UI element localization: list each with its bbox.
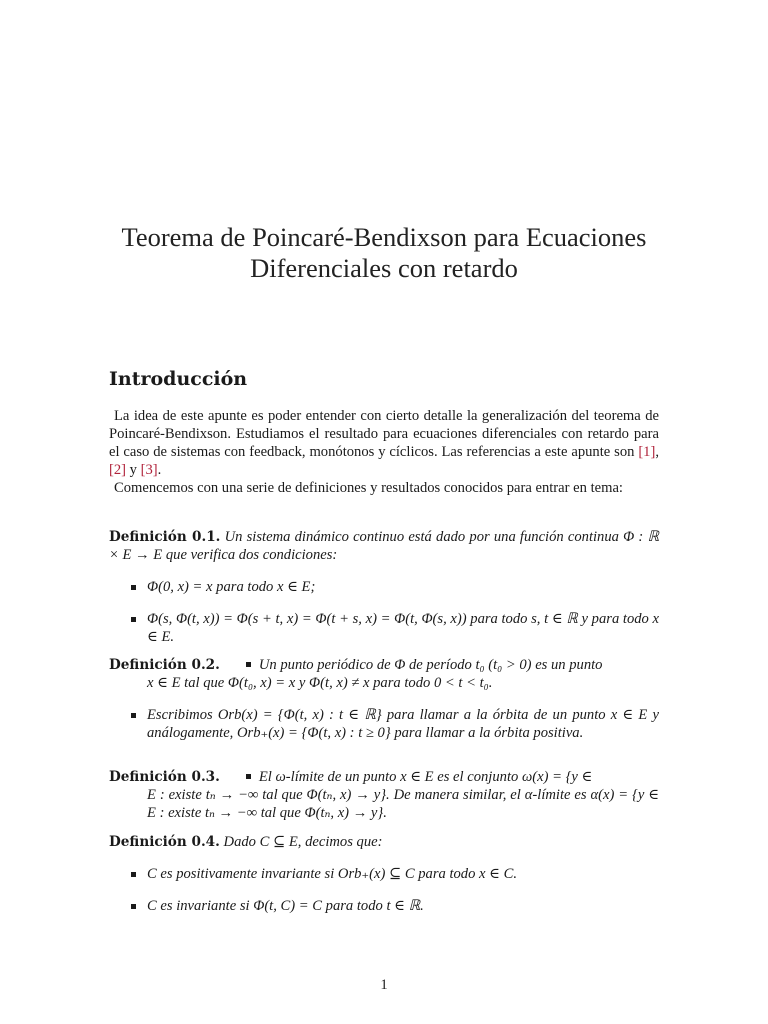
intro-paragraph-2: Comencemos con una serie de definiciones y resultados conocidos para entrar en tema: [114, 480, 623, 496]
page-number: 1 [380, 977, 388, 993]
definition-label: Definición 0.4. [109, 834, 220, 850]
intro-text [109, 407, 659, 497]
definition-text-continued: E : existe tₙ → −∞ tal que Φ(tₙ, x) → y}. De manera similar, el α-límite es α(x) = {y ∈ E : existe tₙ → −∞ tal que Φ(tₙ, x) → y}. [147, 787, 659, 821]
document-title [0, 222, 768, 284]
definition-text: Dado C ⊆ E, decimos que: [223, 834, 383, 850]
reference-link-3[interactable]: [3] [140, 462, 158, 478]
intro-paragraph-1: La idea de este apunte es poder entender con cierto detalle la generalización del teorema de Poincaré-Bendixson. Estudiamos el resultado para ecuaciones diferenciales con retardo para el caso de sistemas con feedback, monótonos y cíclicos. Las referencias a este apunte son [1], [2] y [3]. [109, 408, 659, 478]
list-item: Escribimos Orb(x) = {Φ(t, x) : t ∈ ℝ} para llamar a la órbita de un punto x ∈ E y análogamente, Orb₊(x) = {Φ(t, x) : t ≥ 0} para llamar a la órbita positiva. [109, 706, 659, 742]
definition-text: El ω-límite de un punto x ∈ E es el conjunto ω(x) = {y ∈ [258, 769, 593, 785]
list-item: C es invariante si Φ(t, C) = C para todo t ∈ ℝ. [109, 897, 659, 915]
definition-0-4 [109, 833, 659, 915]
title-line-2: Diferenciales con retardo [250, 253, 518, 283]
reference-link-2[interactable]: [2] [109, 462, 127, 478]
definition-list [109, 706, 659, 742]
title-line-1: Teorema de Poincaré-Bendixson para Ecuaciones [121, 222, 647, 252]
definition-label: Definición 0.2. [109, 657, 220, 673]
bullet-icon [246, 662, 251, 667]
list-item: Φ(s, Φ(t, x)) = Φ(s + t, x) = Φ(t + s, x) = Φ(t, Φ(s, x)) para todo s, t ∈ ℝ y para todo x ∈ E. [109, 610, 659, 646]
list-item: C es positivamente invariante si Orb₊(x) ⊆ C para todo x ∈ C. [109, 865, 659, 883]
definition-0-2 [109, 656, 659, 742]
bullet-icon [246, 774, 251, 779]
definition-0-1 [109, 528, 659, 646]
definition-label: Definición 0.1. [109, 529, 221, 545]
definition-text-continued: x ∈ E tal que Φ(t₀, x) = x y Φ(t, x) ≠ x para todo 0 < t < t₀. [147, 675, 493, 691]
section-heading-introduccion: Introducción [109, 368, 248, 390]
list-item: Φ(0, x) = x para todo x ∈ E; [109, 578, 659, 596]
definition-list [109, 865, 659, 915]
definition-text: Un sistema dinámico continuo está dado por una función continua Φ : ℝ × E → E que verifica dos condiciones: [109, 529, 660, 563]
definition-0-3 [109, 768, 659, 822]
reference-link-1[interactable]: [1] [638, 444, 656, 460]
definition-text: Un punto periódico de Φ de período t₀ (t₀ > 0) es un punto [258, 657, 603, 673]
definition-label: Definición 0.3. [109, 769, 220, 785]
definition-list [109, 578, 659, 646]
